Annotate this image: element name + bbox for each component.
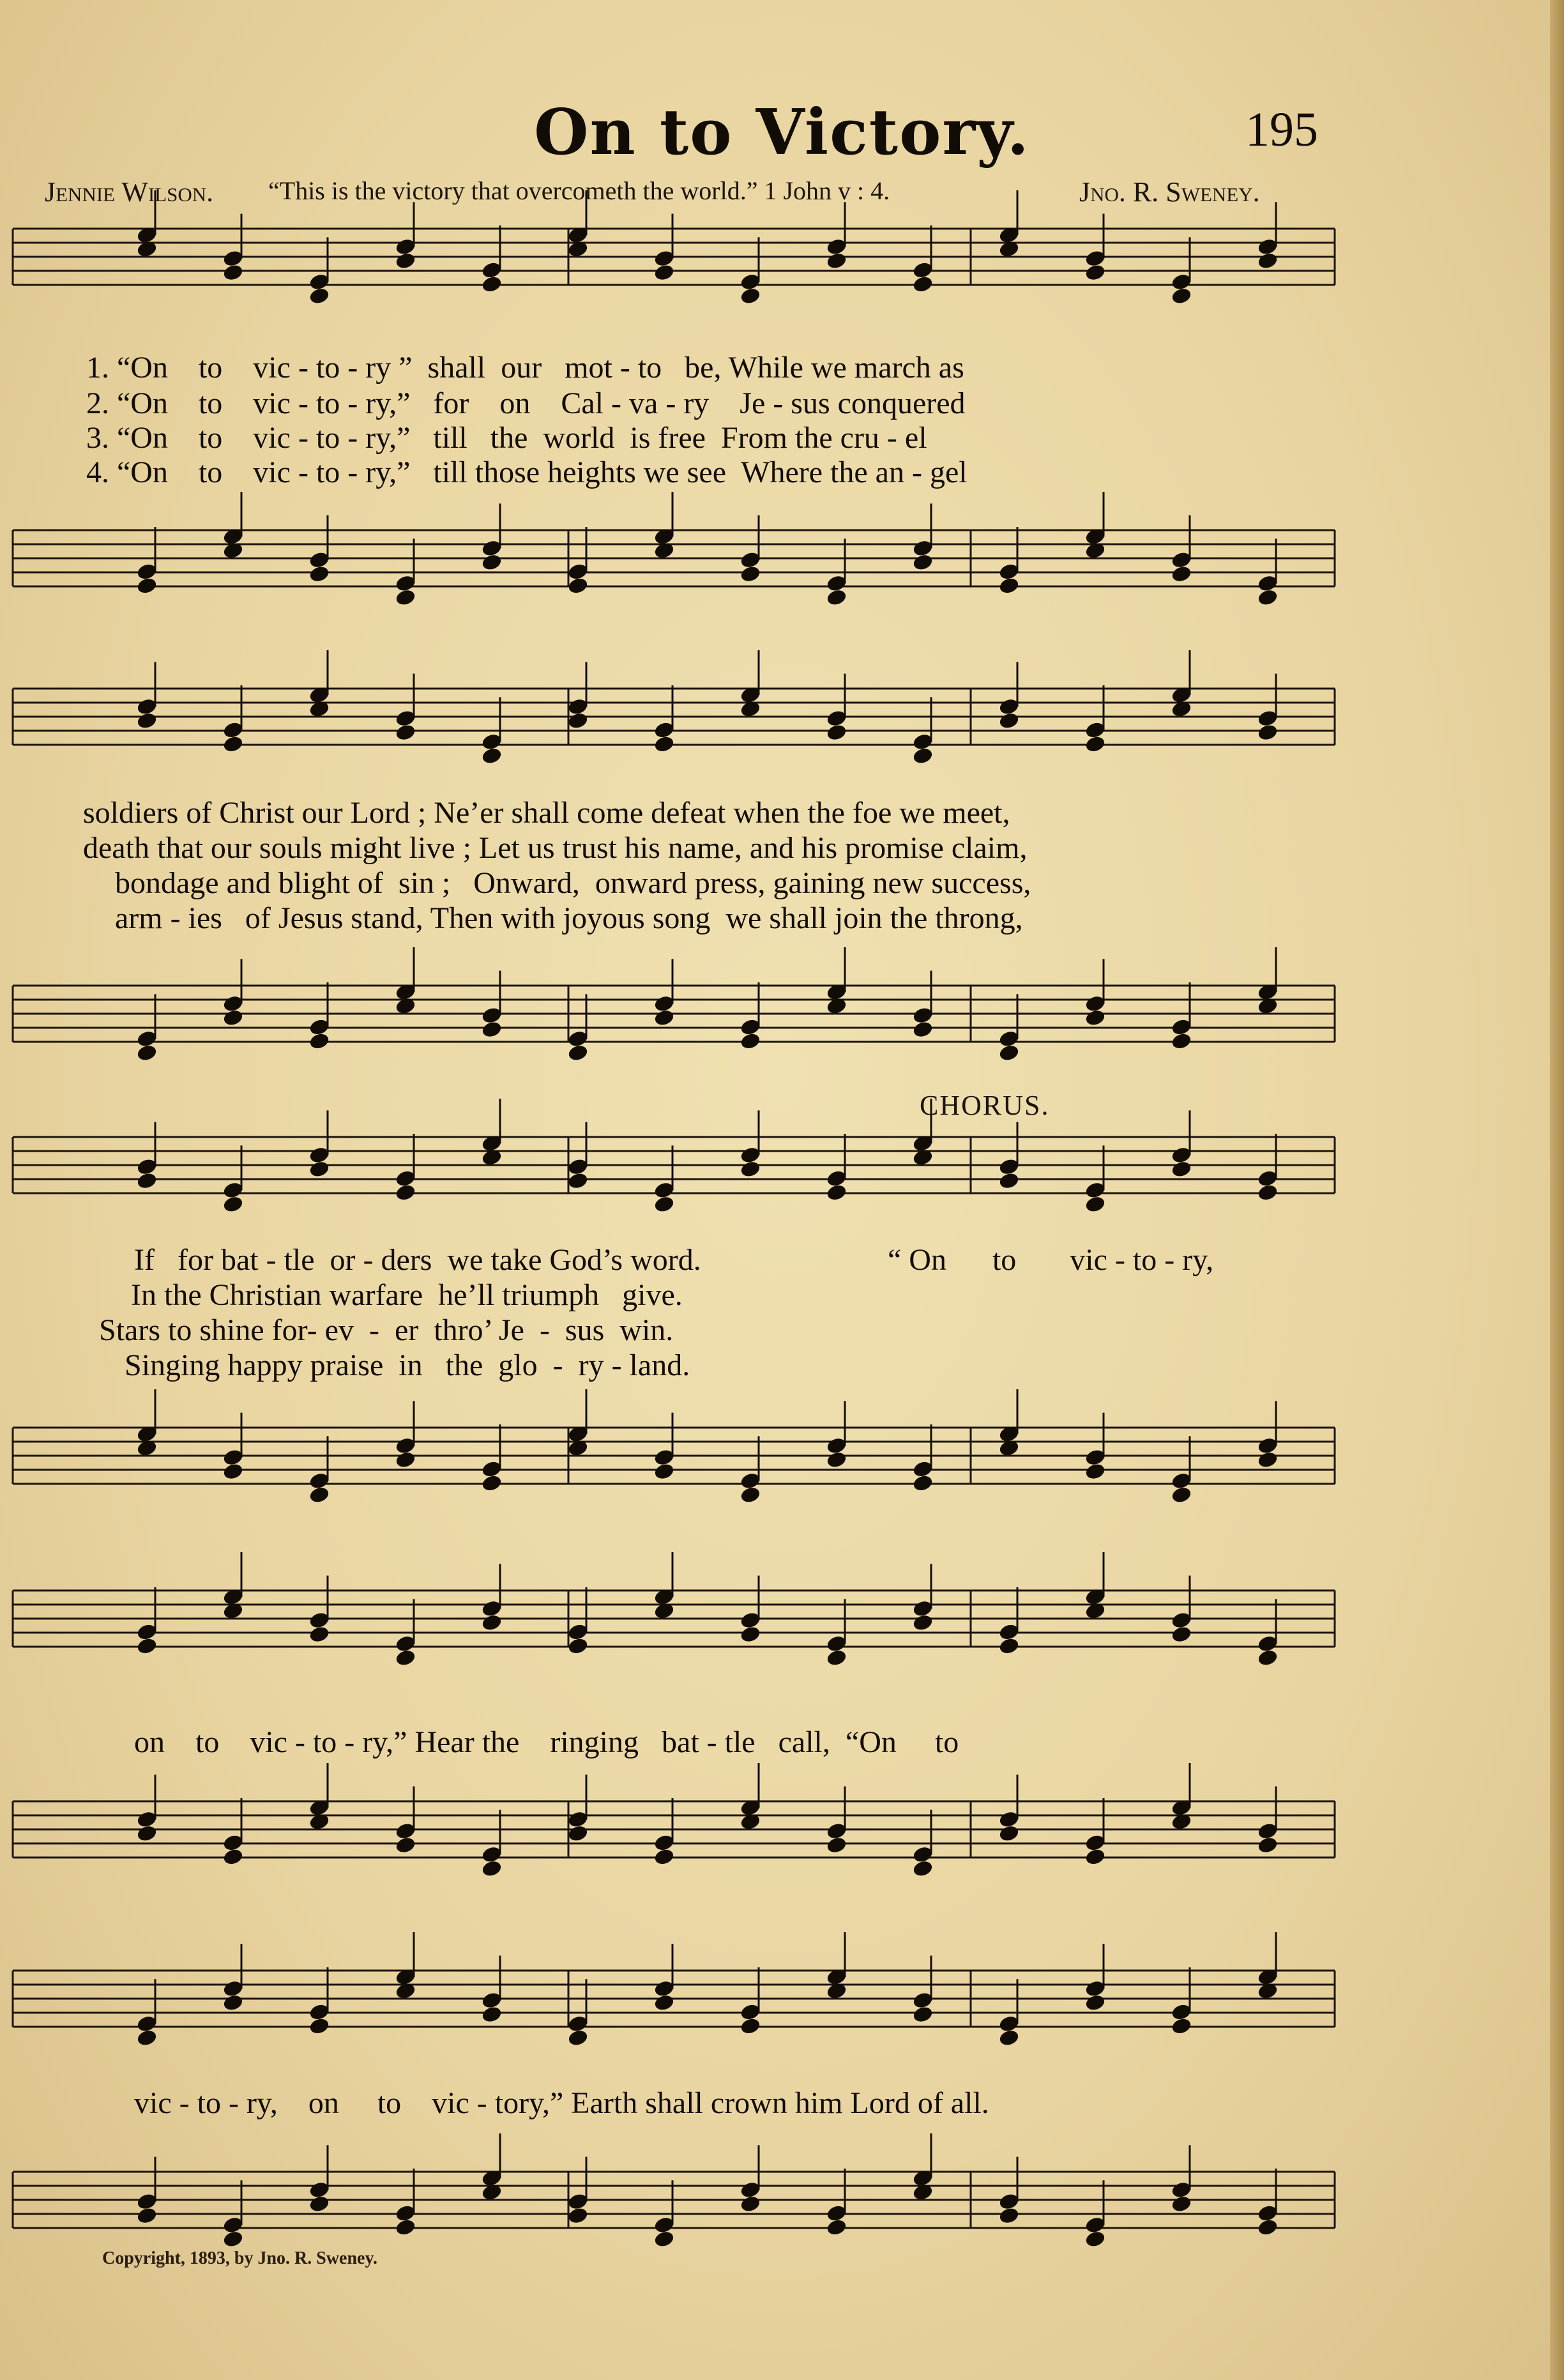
note-head — [826, 588, 847, 606]
note-head — [222, 735, 243, 753]
note-head — [912, 1474, 933, 1492]
note-head — [998, 2206, 1019, 2224]
note-head — [308, 2195, 330, 2213]
composer-credit: Jno. R. Sweney. — [1079, 176, 1260, 208]
note-heads — [136, 190, 1278, 2248]
note-head — [308, 2017, 330, 2035]
note-head — [395, 2218, 416, 2236]
author-credit: Jennie Wilson. — [45, 176, 214, 208]
note-head — [740, 1032, 761, 1050]
note-head — [567, 1171, 588, 1189]
lyric-line: 2. “On to vic - to - ry,” for on Cal - va - ry Je - sus conquered — [86, 386, 966, 420]
note-head — [395, 1649, 416, 1667]
note-head — [1084, 263, 1105, 281]
lyric-line: In the Christian warfare he’ll triumph give. — [131, 1278, 683, 1312]
note-head — [998, 1044, 1019, 1062]
note-head — [136, 577, 157, 595]
note-head — [481, 747, 502, 765]
note-head — [653, 1009, 674, 1026]
note-head — [1171, 2017, 1192, 2035]
note-head — [653, 1462, 674, 1480]
note-head — [1084, 1195, 1105, 1213]
note-head — [912, 1020, 933, 1038]
note-head — [481, 1613, 502, 1631]
note-head — [395, 1451, 416, 1468]
note-head — [481, 553, 502, 571]
note-head — [1257, 2218, 1278, 2236]
lyric-line: 3. “On to vic - to - ry,” till the world is free From the cru - el — [86, 421, 927, 455]
note-head — [567, 577, 588, 595]
note-head — [740, 1160, 761, 1178]
note-head — [395, 1836, 416, 1854]
note-head — [308, 565, 330, 583]
chorus-label: CHORUS. — [920, 1090, 1050, 1121]
note-head — [136, 1637, 157, 1655]
note-head — [395, 252, 416, 270]
lyric-line: 4. “On to vic - to - ry,” till those heights we see Where the an - gel — [86, 455, 968, 489]
note-head — [308, 1032, 330, 1050]
note-head — [1084, 735, 1105, 753]
note-head — [222, 1195, 243, 1213]
note-head — [136, 1044, 157, 1062]
note-head — [222, 1462, 243, 1480]
note-head — [222, 1994, 243, 2011]
note-head — [740, 1625, 761, 1643]
lyric-line: 1. “On to vic - to - ry ” shall our mot - to be, While we march as — [86, 351, 964, 385]
hymn-number: 195 — [1245, 103, 1318, 156]
lyric-line: Stars to shine for- ev - er thro’ Je - sus win. — [99, 1313, 674, 1347]
note-head — [395, 723, 416, 741]
note-head — [481, 275, 502, 293]
note-head — [481, 1859, 502, 1877]
lyric-line: soldiers of Christ our Lord ; Ne’er shall come defeat when the foe we meet, — [83, 796, 1010, 830]
note-head — [653, 1848, 674, 1866]
staff-lines — [13, 229, 1335, 2228]
note-head — [395, 1184, 416, 1201]
note-head — [222, 1848, 243, 1866]
note-head — [308, 287, 330, 305]
note-head — [912, 275, 933, 293]
note-head — [481, 1020, 502, 1038]
note-head — [481, 2005, 502, 2023]
note-head — [998, 2029, 1019, 2047]
note-head — [826, 1836, 847, 1854]
note-head — [136, 1171, 157, 1189]
note-head — [740, 287, 761, 305]
lyric-line: If for bat - tle or - ders we take God’s word. — [134, 1243, 701, 1277]
scripture-reference: “This is the victory that overcometh the world.” 1 John v : 4. — [268, 176, 890, 205]
note-head — [740, 2017, 761, 2035]
note-head — [136, 1824, 157, 1842]
note-head — [1171, 1486, 1192, 1504]
lyric-line: on to vic - to - ry,” Hear the ringing bat - tle call, “On to — [134, 1725, 959, 1759]
note-head — [308, 1160, 330, 1178]
note-head — [567, 712, 588, 729]
note-head — [653, 2230, 674, 2248]
note-head — [1084, 1994, 1105, 2011]
note-head — [1257, 723, 1278, 741]
note-head — [912, 747, 933, 765]
hymn-title: On to Victory. — [534, 96, 1030, 169]
note-head — [308, 1625, 330, 1643]
note-head — [653, 735, 674, 753]
note-head — [998, 1824, 1019, 1842]
note-head — [998, 1637, 1019, 1655]
note-head — [1171, 1160, 1192, 1178]
note-head — [1171, 1625, 1192, 1643]
note-head — [1171, 565, 1192, 583]
chorus-lyric: “ On to vic - to - ry, — [888, 1243, 1214, 1277]
note-head — [1084, 2230, 1105, 2248]
note-head — [998, 577, 1019, 595]
note-head — [826, 252, 847, 270]
note-head — [567, 1824, 588, 1842]
note-head — [136, 712, 157, 729]
note-head — [1171, 1032, 1192, 1050]
copyright-notice: Copyright, 1893, by Jno. R. Sweney. — [102, 2248, 377, 2268]
lyric-line: vic - to - ry, on to vic - tory,” Earth shall crown him Lord of all. — [134, 2086, 989, 2120]
note-head — [912, 553, 933, 571]
note-head — [740, 565, 761, 583]
note-head — [1257, 1649, 1278, 1667]
note-head — [222, 1009, 243, 1026]
note-head — [567, 1637, 588, 1655]
note-head — [481, 1474, 502, 1492]
lyric-line: death that our souls might live ; Let us trust his name, and his promise claim, — [83, 831, 1028, 865]
note-head — [308, 1486, 330, 1504]
note-head — [1257, 1184, 1278, 1201]
note-head — [826, 1451, 847, 1468]
note-head — [653, 1195, 674, 1213]
note-head — [136, 2206, 157, 2224]
note-head — [826, 1184, 847, 1201]
note-head — [136, 2029, 157, 2047]
note-head — [567, 2206, 588, 2224]
note-head — [912, 2005, 933, 2023]
note-head — [1257, 252, 1278, 270]
note-head — [222, 263, 243, 281]
note-head — [1084, 1848, 1105, 1866]
note-head — [740, 2195, 761, 2213]
note-head — [998, 712, 1019, 729]
lyric-line: arm - ies of Jesus stand, Then with joyous song we shall join the throng, — [115, 901, 1023, 935]
note-head — [1257, 1451, 1278, 1468]
note-head — [1171, 2195, 1192, 2213]
note-head — [1257, 1836, 1278, 1854]
note-head — [222, 2230, 243, 2248]
note-head — [912, 1859, 933, 1877]
note-head — [826, 1649, 847, 1667]
note-head — [567, 1044, 588, 1062]
lyric-line: Singing happy praise in the glo - ry - land. — [125, 1348, 690, 1382]
note-head — [1257, 588, 1278, 606]
note-head — [395, 588, 416, 606]
note-head — [567, 2029, 588, 2047]
note-head — [1084, 1009, 1105, 1026]
note-head — [1084, 1462, 1105, 1480]
note-head — [1171, 287, 1192, 305]
note-head — [998, 1171, 1019, 1189]
note-head — [826, 2218, 847, 2236]
note-head — [912, 1613, 933, 1631]
note-head — [653, 263, 674, 281]
note-head — [653, 1994, 674, 2011]
note-head — [826, 723, 847, 741]
note-head — [740, 1486, 761, 1504]
lyric-line: bondage and blight of sin ; Onward, onward press, gaining new success, — [115, 866, 1031, 900]
